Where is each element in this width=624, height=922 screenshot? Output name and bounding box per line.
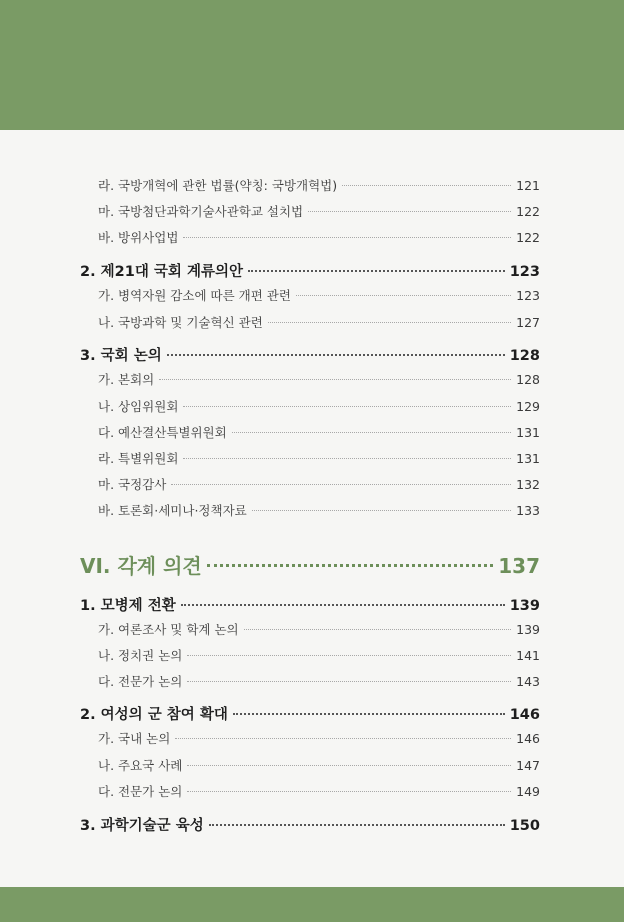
toc-section-title: 2. 여성의 군 참여 확대 [80,707,228,723]
leader-dots [171,484,511,485]
toc-entry-page: 131 [516,425,540,440]
leader-dots [181,604,505,606]
leader-dots [183,458,511,459]
leader-dots [183,406,511,407]
toc-entry[interactable] [98,370,540,388]
toc-entry[interactable] [98,397,540,415]
toc-section[interactable] [80,260,540,281]
leader-dots [252,510,511,511]
toc-entry[interactable] [98,286,540,304]
toc-entry[interactable] [98,475,540,493]
toc-entry[interactable] [98,228,540,246]
toc-entry[interactable] [98,782,540,800]
toc-entry-page: 146 [516,731,540,746]
toc-entry[interactable] [98,729,540,747]
leader-dots [296,295,511,296]
toc-entry-page: 131 [516,451,540,466]
toc-entry-title: 나. 주요국 사례 [98,758,183,773]
toc-entry-title: 마. 국방첨단과학기술사관학교 설치법 [98,204,304,219]
toc-chapter[interactable] [80,550,540,579]
toc-chapter-page: 137 [498,554,540,578]
toc-section[interactable] [80,814,540,835]
leader-dots [233,713,505,715]
toc-entry-page: 121 [516,178,540,193]
leader-dots [248,270,505,272]
leader-dots [187,791,511,792]
toc-entry-title: 다. 예산결산특별위원회 [98,425,227,440]
leader-dots [268,322,511,323]
toc-section[interactable] [80,703,540,724]
toc-section-page: 128 [509,348,540,364]
toc-entry-title: 가. 본회의 [98,372,155,387]
toc-entry-title: 나. 국방과학 및 기술혁신 관련 [98,315,263,330]
toc-entry[interactable] [98,646,540,664]
toc-entry-title: 라. 특별위원회 [98,451,179,466]
toc-entry-title: 나. 정치권 논의 [98,648,183,663]
toc-entry[interactable] [98,501,540,519]
toc-entry-title: 가. 병역자원 감소에 따른 개편 관련 [98,288,291,303]
toc-entry-title: 마. 국정감사 [98,477,167,492]
toc-section-page: 150 [509,818,540,834]
toc-entry-page: 141 [516,648,540,663]
toc-entry-page: 129 [516,399,540,414]
leader-dots [207,564,494,567]
toc-entry[interactable] [98,176,540,194]
leader-dots [244,629,512,630]
leader-dots [175,738,511,739]
toc-entry[interactable] [98,672,540,690]
toc-entry-title: 가. 국내 논의 [98,731,171,746]
toc-entry-page: 122 [516,204,540,219]
toc-entry[interactable] [98,423,540,441]
toc-section-page: 123 [509,264,540,280]
toc-entry[interactable] [98,756,540,774]
leader-dots [342,185,511,186]
toc-section-title: 1. 모병제 전환 [80,598,176,614]
toc-section-title: 2. 제21대 국회 계류의안 [80,264,243,280]
toc-entry[interactable] [98,202,540,220]
toc-entry-title: 바. 방위사업법 [98,230,179,245]
toc-section[interactable] [80,344,540,365]
leader-dots [183,237,511,238]
toc-entry[interactable] [98,620,540,638]
toc-section-page: 146 [509,707,540,723]
toc-entry-page: 123 [516,288,540,303]
leader-dots [232,432,511,433]
toc-chapter-title: VI. 각계 의견 [80,554,202,578]
toc-entry[interactable] [98,313,540,331]
toc-section[interactable] [80,594,540,615]
toc-entry-page: 147 [516,758,540,773]
leader-dots [308,211,511,212]
leader-dots [187,765,511,766]
toc-entry-title: 다. 전문가 논의 [98,674,183,689]
toc-section-title: 3. 과학기술군 육성 [80,818,204,834]
toc-entry[interactable] [98,449,540,467]
toc-entry-page: 122 [516,230,540,245]
leader-dots [167,354,505,356]
toc-entry-title: 가. 여론조사 및 학계 논의 [98,622,239,637]
leader-dots [187,681,511,682]
leader-dots [159,379,511,380]
toc-entry-title: 바. 토론회·세미나·정책자료 [98,503,247,518]
leader-dots [209,824,505,826]
toc-entry-page: 132 [516,477,540,492]
toc-entry-page: 128 [516,372,540,387]
toc-entry-title: 나. 상임위원회 [98,399,179,414]
toc-section-title: 3. 국회 논의 [80,348,162,364]
toc-entry-page: 139 [516,622,540,637]
toc-entry-title: 라. 국방개혁에 관한 법률(약칭: 국방개혁법) [98,178,338,193]
toc-entry-page: 127 [516,315,540,330]
leader-dots [187,655,511,656]
bottom-color-band [0,887,624,922]
toc-entry-page: 133 [516,503,540,518]
toc-entry-page: 143 [516,674,540,689]
toc-entry-page: 149 [516,784,540,799]
toc-section-page: 139 [509,598,540,614]
toc-entry-title: 다. 전문가 논의 [98,784,183,799]
